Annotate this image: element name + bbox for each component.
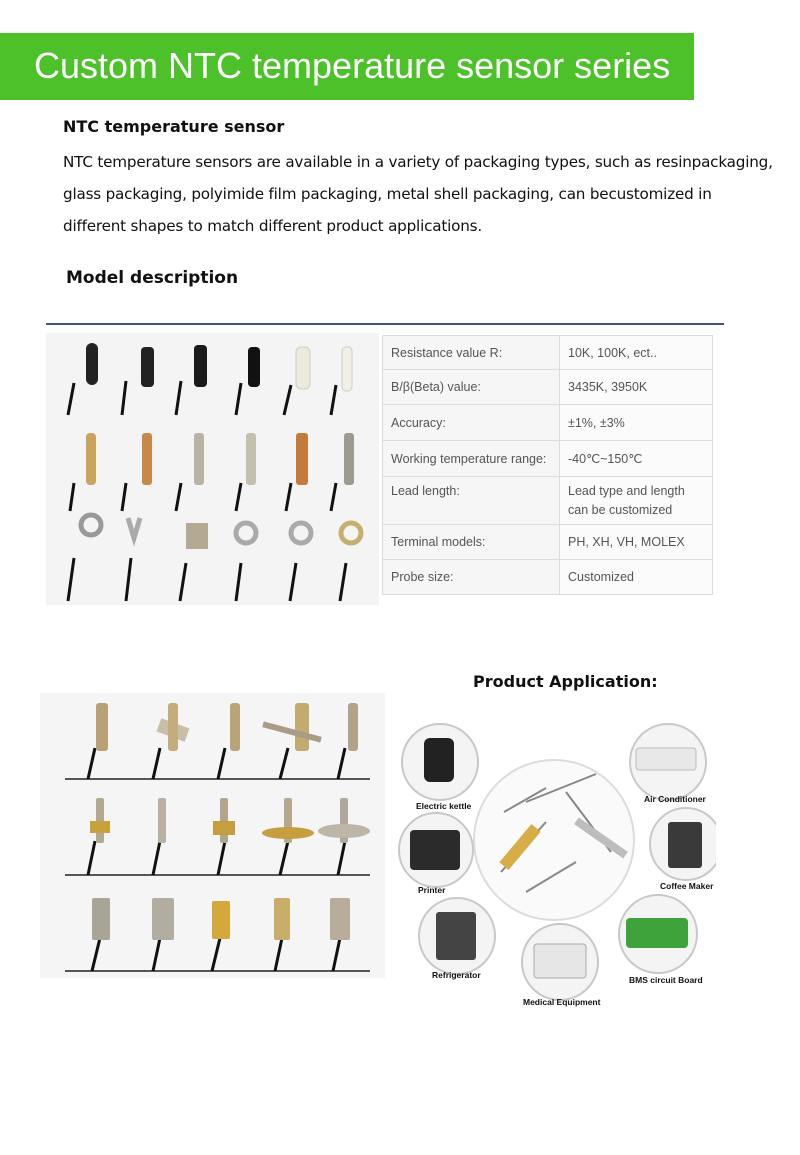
model-description-heading: Model description (66, 268, 239, 288)
table-row (383, 405, 713, 441)
intro-heading: NTC temperature sensor (63, 117, 285, 136)
spec-value: Customized (560, 560, 713, 595)
table-row (383, 560, 713, 595)
table-row (383, 525, 713, 560)
app-label: Refrigerator (432, 970, 481, 980)
application-diagram (396, 722, 716, 1017)
spec-key: Probe size: (383, 560, 560, 595)
app-label: BMS circuit Board (629, 975, 703, 985)
spec-value: 10K, 100K, ect.. (560, 336, 713, 370)
spec-value: 3435K, 3950K (560, 370, 713, 405)
app-label: Medical Equipment (523, 997, 601, 1007)
spec-table (382, 335, 713, 595)
app-label: Coffee Maker (660, 881, 714, 891)
table-row (383, 370, 713, 405)
app-label: Printer (418, 885, 446, 895)
title-banner (0, 33, 694, 100)
spec-key: Resistance value R: (383, 336, 560, 370)
section-divider (46, 323, 724, 325)
spec-value: PH, XH, VH, MOLEX (560, 525, 713, 560)
spec-key: Terminal models: (383, 525, 560, 560)
table-row (383, 477, 713, 525)
spec-key: Lead length: (383, 477, 560, 525)
intro-line: NTC temperature sensors are available in a variety of packaging types, such as resinpackaging, (63, 153, 773, 171)
app-label: Air Conditioner (644, 794, 706, 804)
spec-value: -40℃~150℃ (560, 441, 713, 477)
app-label: Electric kettle (416, 801, 472, 811)
spec-key: Working temperature range: (383, 441, 560, 477)
spec-key: B/β(Beta) value: (383, 370, 560, 405)
spec-key: Accuracy: (383, 405, 560, 441)
threaded-probes-photo (40, 693, 385, 978)
intro-body (63, 146, 773, 242)
product-application-heading: Product Application: (473, 672, 658, 691)
sensor-probes-photo (46, 333, 379, 605)
spec-value: ±1%, ±3% (560, 405, 713, 441)
table-row (383, 336, 713, 370)
banner-title: Custom NTC temperature sensor series (34, 45, 671, 86)
intro-line: glass packaging, polyimide film packaging, metal shell packaging, can becustomized in (63, 185, 712, 203)
spec-value: Lead type and length can be customized (560, 477, 713, 525)
intro-line: different shapes to match different product applications. (63, 217, 482, 235)
table-row (383, 441, 713, 477)
